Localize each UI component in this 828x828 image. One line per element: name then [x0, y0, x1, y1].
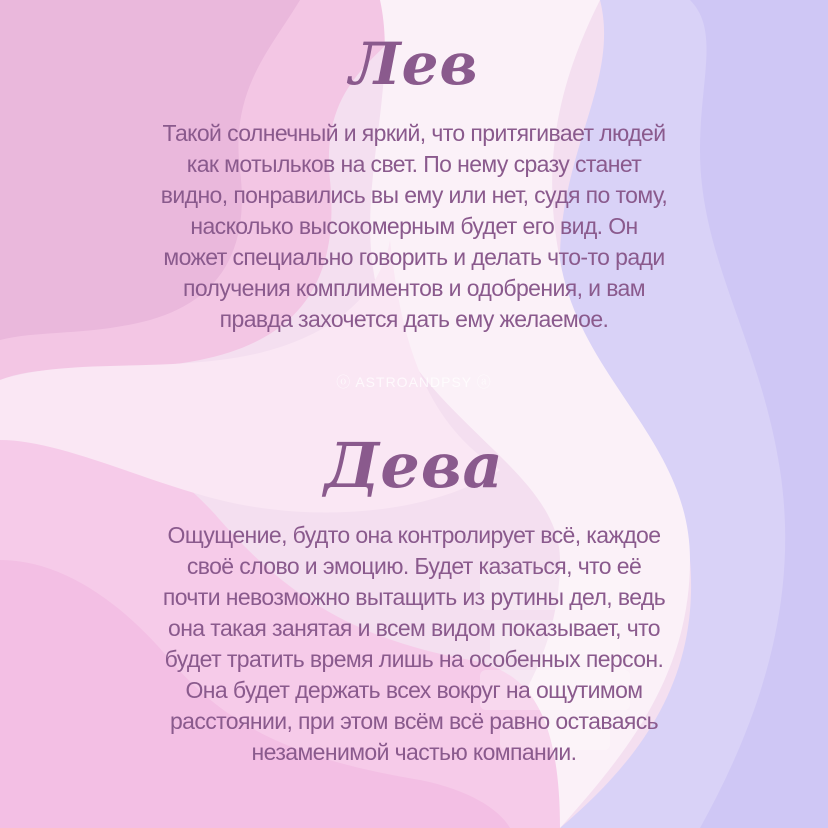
- virgo-title: Дева: [324, 429, 504, 502]
- virgo-description: Ощущение, будто она контролирует всё, каждое своё слово и эмоцию. Будет казаться, что её почти невозможно вытащить из рутины дел, ведь она такая занятая и всем видом показывает, что будет тратить время лишь на особенных персон. Она будет держать всех вокруг на ощутимом расстоянии, при этом всём всё равно оставаясь незаменимой частью компании.: [162, 522, 666, 765]
- leo-description: Такой солнечный и яркий, что притягивает людей как мотыльков на свет. По нему сразу станет видно, понравились вы ему или нет, судя по тому, насколько высокомерным будет его вид. Он может специально говорить и делать что-то ради получения комплиментов и одобрения, и вам правда захочется дать ему желаемое.: [160, 120, 668, 332]
- leo-title: Лев: [349, 30, 479, 98]
- watermark: ⓞ ASTROANDPSY ⓐ: [336, 374, 492, 390]
